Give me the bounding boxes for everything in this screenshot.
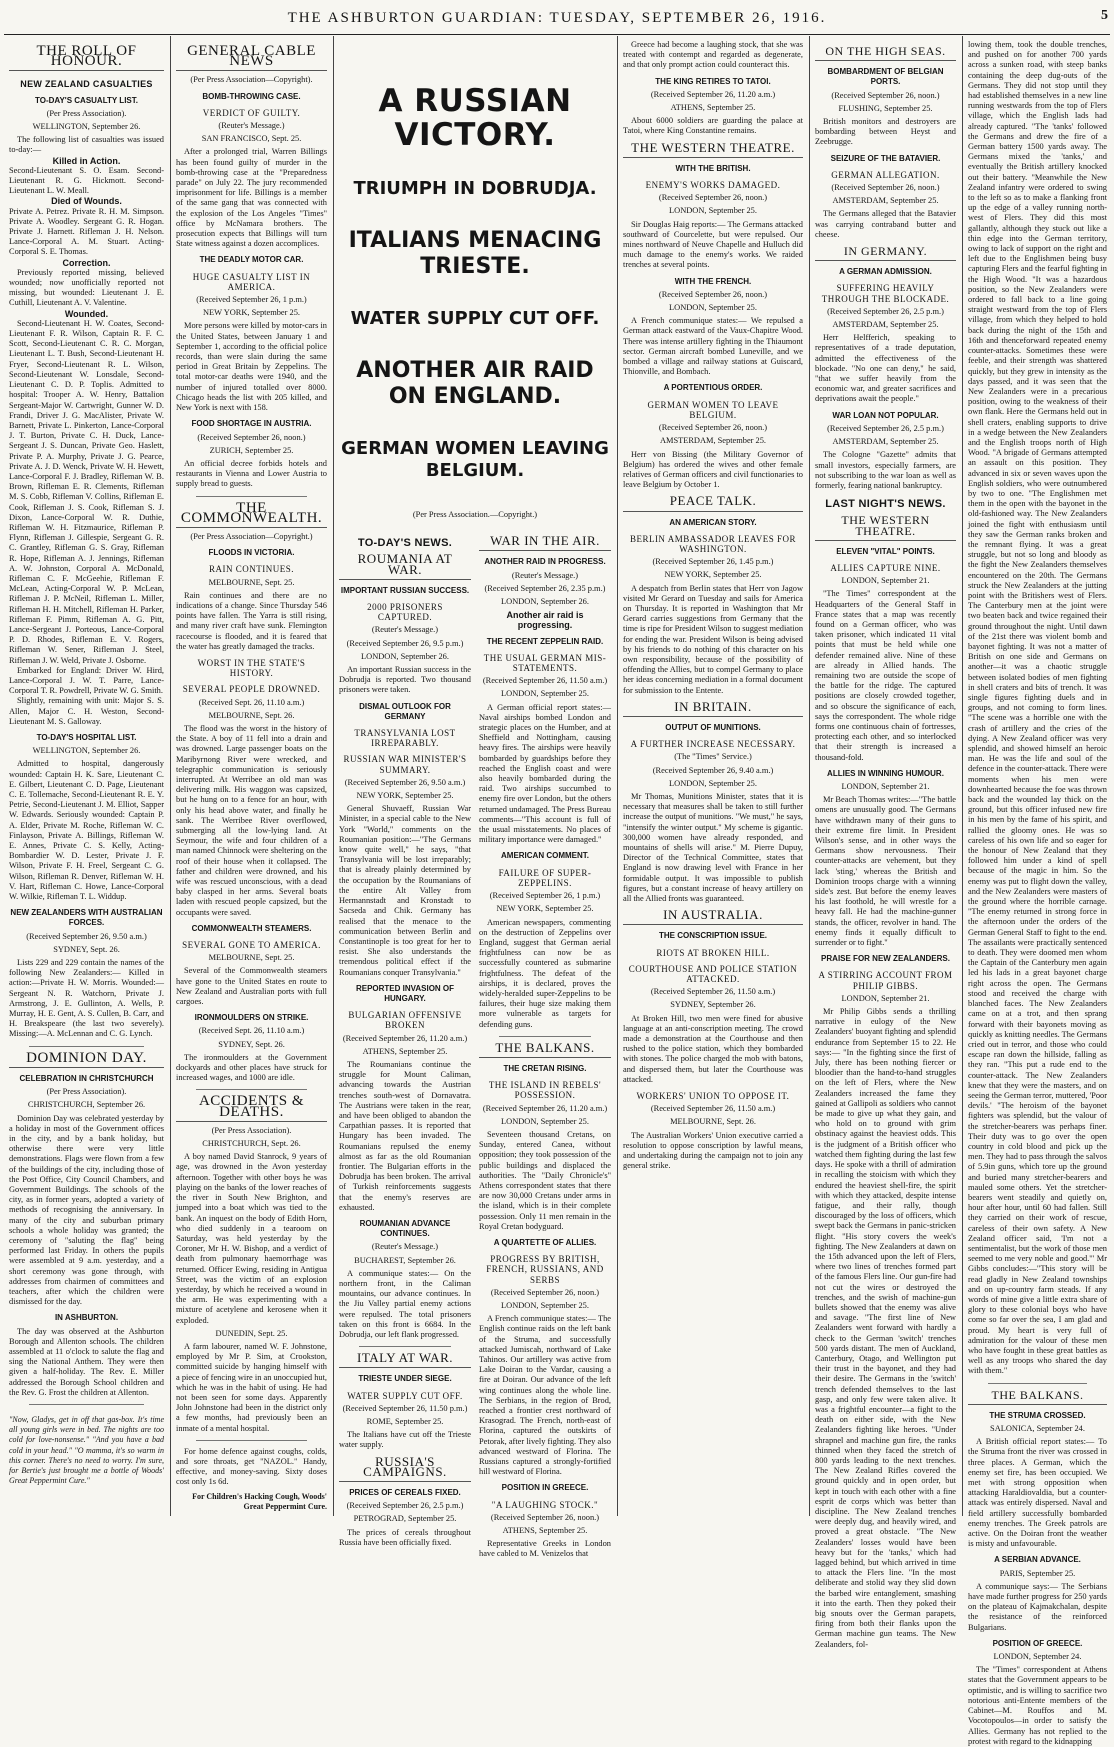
list-heading: Wounded.: [64, 308, 109, 319]
received-note: (Received September 26, 9.50 a.m.): [344, 777, 466, 787]
section-heading: THE BALKANS.: [479, 1043, 611, 1058]
article-text: Greece had become a laughing stock, that she was treated with contempt and regarded as degenerate, and that only prompt action could counteract this.: [623, 40, 803, 70]
column-continued: [963, 40, 1112, 1746]
article-text: Mr Thomas, Munitions Minister, states that it is necessary that measures shall be taken to still further increase the output of munitions. "We must," he says, "intensify the winter output." My scheme is gigantic. 300,000 women have already responded, and mountains of shells will arise." M. Pierre Dupuy, Director of the Technical Committee, states that England is now drawing level with France in her formidable output. It was impossible to publish figures, but a constant increase of heavy artillery on all the Allied fronts was guaranteed.: [623, 791, 803, 904]
article-text: The prices of cereals throughout Russia have been officially fixed.: [339, 1527, 471, 1547]
section-heading: RUSSIA'S CAMPAIGNS.: [339, 1457, 471, 1482]
page-header: [0, 6, 1114, 28]
divider: [196, 496, 307, 497]
dateline: WELLINGTON, September 26.: [32, 122, 141, 132]
article-text: A British official report states:— To the Struma front the river was crossed in three places. A German, which the enemy set fire, has been occupied. We met with strong opposition when attacking Haraldiovaldia, but a counter-attack was entirely dispersed. Naval and field artillery successfully bombarded enemy trenches. The Greek patrols are active. On the Doiran front the weather is misty and unfavourable.: [968, 1437, 1107, 1549]
article-heading: BOMBARDMENT OF BELGIAN PORTS.: [827, 67, 944, 87]
dateline: SAN FRANCISCO, Sept. 25.: [201, 134, 302, 144]
source-note: (Per Press Association).: [211, 1125, 292, 1135]
article-heading: THE CONSCRIPTION ISSUE.: [658, 931, 767, 941]
source-note: (Per Press Association—Copyright).: [190, 75, 313, 85]
section-heading: LAST NIGHT'S NEWS.: [825, 498, 946, 511]
article-text: Another air raid is progressing.: [506, 610, 584, 631]
dateline: WELLINGTON, September 26.: [32, 746, 141, 756]
article-heading: WAR LOAN NOT POPULAR.: [832, 410, 939, 420]
headline: ITALIANS MENACING TRIESTE.: [348, 228, 602, 279]
article-heading: IMPORTANT RUSSIAN SUCCESS.: [340, 585, 470, 595]
article-subheading: FAILURE OF SUPER-ZEPPELINS.: [498, 867, 592, 888]
article-heading: TRIESTE UNDER SIEGE.: [358, 1374, 452, 1384]
article-subheading: A FURTHER INCREASE NECESSARY.: [630, 739, 796, 750]
column-roll-of-honour: [4, 40, 169, 1515]
article-heading: COMMONWEALTH STEAMERS.: [191, 923, 312, 933]
column-main-news: [334, 40, 616, 1559]
article-subheading: THE USUAL GERMAN MIS-STATEMENTS.: [483, 652, 607, 674]
article-heading: TO-DAY'S HOSPITAL LIST.: [36, 733, 137, 742]
section-heading: WAR IN THE AIR.: [479, 536, 611, 551]
article-subheading: WATER SUPPLY CUT OFF.: [347, 1390, 463, 1401]
dateline: ZURICH, September 25.: [209, 445, 294, 455]
column-war-news: [618, 40, 808, 1515]
article-heading: A SERBIAN ADVANCE.: [994, 1555, 1081, 1565]
list-heading: Killed in Action.: [52, 155, 121, 166]
source-note: (Per Press Association).: [46, 1087, 127, 1097]
page-number: 5: [1101, 8, 1108, 23]
news-split: [339, 530, 611, 1559]
article-heading: WORST IN THE STATE'S HISTORY.: [197, 657, 306, 679]
article-heading: NEW ZEALANDERS WITH AUSTRALIAN FORCES.: [10, 908, 163, 928]
dateline: NEW YORK, September 25.: [356, 791, 454, 801]
article-text: Herr von Bissing (the Military Governor of Belgium) has ordered the wives and other female relatives of German officers and civil functionaries to leave Belgium by October 1.: [623, 449, 803, 490]
dateline: LONDON, September 21.: [841, 781, 930, 791]
newspaper-title: THE ASHBURTON GUARDIAN: TUESDAY, SEPTEMBER 26, 1916.: [287, 10, 827, 26]
dateline: SALONICA, September 24.: [990, 1424, 1085, 1434]
dateline: AMSTERDAM, September 25.: [832, 320, 939, 330]
section-heading: ACCIDENTS & DEATHS.: [176, 1096, 327, 1121]
dateline: NEW YORK, September 25.: [203, 308, 300, 318]
article-text: General Shuvaeff, Russian War Minister, in a special cable to the New York "World," comments on the Roumanian position:—"The Germans know quite well," he says, "that Transylvania will be lost irreparably; that is already plainly determined by the occupation by the Roumanians of the entire Alt Valley from Hermannstadt and Kronstadt to Sacseda and Chik. Germany has realised that the menace to the communication between Berlin and Constantinople is too great for her to resist. She also understands the tremendous political effect if the Roumanians conquer Transylvania.": [339, 804, 471, 977]
received-note: (Received September 26, noon.): [658, 193, 768, 203]
article-heading: THE CRETAN RISING.: [503, 1063, 587, 1073]
article-heading: THE KING RETIRES TO TATOI.: [655, 76, 771, 86]
dateline: LONDON, September 25.: [501, 1301, 589, 1310]
article-text: The Australian Workers' Union executive carried a resolution to oppose conscription by lawful means, and undertaking during the campaign not to join any general strike.: [623, 1130, 803, 1171]
article-subheading: HUGE CASUALTY LIST IN AMERICA.: [192, 271, 311, 292]
section-heading: THE BALKANS.: [968, 1390, 1107, 1405]
article-text: The ironmoulders at the Government dockyards and other places have struck for increased wages, and 1000 are idle.: [176, 1052, 327, 1083]
article-text: The following list of casualties was issued to-day:—: [9, 135, 164, 155]
dateline: BUCHAREST, September 26.: [354, 1255, 456, 1265]
article-text: lowing them, took the double trenches, and pushed on for another 700 yards across a sunken road, with steep banks containing the deep dug-outs of the Germans. They did not stop until they had established themselves in a new line running westwards from the top of Flers village, which the English lads had already captured. "The 'tanks' followed the Germans and drew the fire of a German battery 1500 yards away. The Germans mixed the 'tanks,' and eventually the British artillery knocked out their battery. "Meanwhile the New Zealand infantry were ordered to swing to the left so as to make a flanking front up the edge of a valley running north-west of Flers. They did this most gallantly, although they stuck out like a thin edge into the German territory, owing to lack of support on the right and left due to the Englishmen being busy capturing Flers and the fearful fighting in the High Wood. "It was a hazardous position, so the New Zealanders were ordered to fall back to a line going straight westward from the top of Flers village, from which they helped to hold back during the night of the 15th and 16th and thenceforward repeated enemy counter-attacks. Sometimes these were feeble, and their strength was shattered quickly, but they grew in intensity as the days passed, and it was seen that the New Zealanders were in a precarious position, owing to the weakness of their own flank. Here the Germans held out in shell craters, enabling supports to drive in a wedge between the New Zealanders and the English troops north of High Wood. "A brigade of Germans attempted an assault on this position. They advanced in six or seven waves upon the English soldiers, who were outnumbered by two to one. "The Englishmen met them in the open with the bayonet in the old-fashioned way. The New Zealanders joined the fight with enthusiasm until they saw the German ranks broken and the remnant flying. It was a great struggle, but not so long and bloody as the fight the New Zealanders themselves encountered on the 20th. The Germans struck the New Zealanders at the jutting point with the Britishers west of Flers. The Canterbury men at the joint were two beaten back and twice regained their ground throughout the night. Until dawn of the 21st there was violent bomb and bayonet fighting. It was not a matter of British on one side and Germans on another—it was a chaotic struggle between isolated bodies of men fighting in shell craters and bits of trench. It was single figures fighting duels and in groups, and not coming to form lines. "The scene was a horrible one with the crash of artillery and the cries of the dying. A New Zealand officer was very splendid, and showed himself an heroic man. He was the life and soul of the defence in the counter-attack. There were moments when his men were downhearted because the foe was thrown back and the wounded lay thick on the ground, but this officer infused new fire in his men by the fame of his spirit, and rallied the gloomy ones. He was so careless of his own life and so eager for the honour of New Zealand that they followed him under a kind of spell because of the magic in him. So the enemy was put to flight down the valley, and the New Zealanders were masters of the ground where the horrible carnage. "The enemy returned in strong force in the afternoon under the orders of the German General Staff to fight to the end. The assailants were practically sentenced to death. They were doomed men whom the Captain of the Canterbury men again led his lads in a great bayonet charge right across the open. The Germans stood and received the charge with blanched faces. The New Zealanders came on at a trot, and then sprang forward with their bayonets moving as quickly as knitting needles. The Germans cried out in terror, and those who could escape ran down the hillside, falling as they ran. "This put a rude end to the counter-attack. The New Zealanders knew that they were the masters, and on seeing the German terror, muttered, 'Poor devils.' "The heroism of the bayonet fighters was splendid, but the valour of the stretcher-bearers was perhaps finer. Their duty was to go over the open country in cold blood and pick up the men. They had to pass through the salvos of 5.9in guns, which tore up the ground and buried many stretcher-bearers and mauled some others. Yet the stretcher-bearers went steadily and quietly on, hour after hour, until 60 had fallen. Still they carried on their work of rescue, careless of their own safety. A New Zealand officer said, 'I'm not a sentimentalist, but the work of those men seemed to me very noble and good.'" Mr Gibbs concludes:—"This story will be read gladly in New Zealand townships and on up-country farm steads. If any words of mine give a little extra share of glory to these colonial boys who have come so far over the sea, I am glad and proud. My heart is very full of admiration for the valour of these men who have fought in these great battles as well as any troops who shared the day with them.": [968, 40, 1107, 1376]
dateline: PETROGRAD, September 25.: [353, 1514, 457, 1524]
dateline: LONDON, September 25.: [669, 206, 757, 216]
source-note: (Per Press Association).: [46, 108, 127, 118]
article-subheading: BULGARIAN OFFENSIVE BROKEN: [348, 1010, 462, 1031]
article-subheading: RAIN CONTINUES.: [209, 564, 294, 575]
article-heading: THE STRUMA CROSSED.: [989, 1410, 1086, 1420]
article-subheading: SUFFERING HEAVILY THROUGH THE BLOCKADE.: [821, 283, 950, 304]
dateline: LONDON, September 24.: [993, 1652, 1082, 1662]
dateline: ROME, September 25.: [366, 1417, 444, 1427]
article-text: Sir Douglas Haig reports:— The Germans attacked southward of Courcelette, but were repulsed. Our mines northward of Neuve Chapelle and Hulluch did much damage to the enemy's works. We raided trenches at several points.: [623, 219, 803, 270]
article-heading: IRONMOULDERS ON STRIKE.: [194, 1013, 309, 1023]
received-note: (Received September 26, 11.50 p.m.): [342, 1403, 468, 1413]
article-text: A French communique states:— We repulsed a German attack eastward of the Vaux-Chapitre Wood. There was intense artillery fighting in the Thiaumont sector. German aircraft bombed Luneville, and we bombed a village and railway stations at Guiscard, Thionville, and Bombach.: [623, 316, 803, 377]
article-heading: A QUARTETTE OF ALLIES.: [493, 1237, 597, 1247]
article-subheading: "A LAUGHING STOCK.": [491, 1499, 599, 1510]
dateline: NEW YORK, September 25.: [496, 904, 594, 914]
article-heading: ROUMANIAN ADVANCE CONTINUES.: [359, 1218, 451, 1239]
dateline: AMSTERDAM, September 25.: [832, 437, 939, 447]
article-heading: POSITION OF GREECE.: [992, 1638, 1083, 1648]
dateline: NEW YORK, September 25.: [664, 570, 762, 580]
source-note: (Per Press Association—Copyright.): [190, 531, 313, 541]
received-note: (Received September 26, noon.): [490, 1512, 600, 1522]
advertisement: For Children's Hacking Cough, Woods' Great Peppermint Cure.: [192, 1491, 327, 1511]
section-heading: GENERAL CABLE NEWS: [176, 46, 327, 71]
article-subheading: GERMAN ALLEGATION.: [831, 169, 940, 180]
article-heading: BOMB-THROWING CASE.: [202, 91, 301, 101]
article-heading: NEW ZEALAND CASUALTIES: [20, 79, 153, 90]
dateline: LONDON, September 26.: [501, 597, 589, 607]
article-heading: ALLIES IN WINNING HUMOUR.: [827, 768, 944, 778]
received-note: (Received Sept. 26, 11.10 a.m.): [198, 1026, 305, 1036]
article-heading: PRICES OF CEREALS FIXED.: [349, 1488, 461, 1498]
received-note: (Received September 26, 2.5 p.m.): [827, 306, 944, 316]
received-note: (Received September 26, noon.): [831, 90, 940, 100]
section-heading: PEACE TALK.: [623, 496, 803, 511]
section-heading: IN AUSTRALIA.: [623, 910, 803, 925]
article-text: Several of the Commonwealth steamers have gone to the United States en route to New Zealand and Australian ports with full cargoes.: [176, 966, 327, 1007]
source-note: (Reuter's Message.): [218, 121, 285, 131]
source-note: (Reuter's Message.): [371, 625, 439, 635]
received-note: (Received September 26, noon.): [831, 183, 940, 193]
headline: GERMAN WOMEN LEAVING BELGIUM.: [341, 438, 609, 481]
divider: [196, 1089, 307, 1090]
article-subheading: RUSSIAN WAR MINISTER'S SUMMARY.: [343, 754, 467, 775]
advertisement: "Now, Gladys, get in off that gas-box. It's time all young girls were in bed. The nights are too cold for love-nonsense." "And you have a bad cold in your head." "O mamma, it's so warm in this corner. There's no need to worry. I'm sure, for Bertie's just brought me a bottle of Woods' Great Peppermint Cure.": [9, 1414, 164, 1486]
article-heading: POSITION IN GREECE.: [501, 1483, 589, 1493]
source-note: (The "Times" Service.): [674, 752, 752, 762]
article-text: A German official report states:— Naval airships bombed London and strategic places on the Humber, and at Sheffield and Nottingham, causing heavy fires. The airships were heavily bombarded by guardships before they reached the English coast and were also heavily bombarded during the raid. Two airships succumbed to enemy fire over London, but the others returned undamaged. The Press Bureau comments—"This account is full of the usual misstatements. No places of military importance were damaged.": [479, 702, 611, 845]
dateline: SYDNEY, September 26.: [670, 1000, 756, 1010]
article-subheading: GERMAN WOMEN TO LEAVE BELGIUM.: [647, 399, 779, 420]
received-note: (Received September 26, 11.50 a.m.): [650, 1104, 776, 1114]
article-subheading: RIOTS AT BROKEN HILL.: [656, 947, 770, 958]
source-note: (Reuter's Message.): [371, 1242, 439, 1252]
article-text: A farm labourer, named W. F. Johnstone, employed by Mr P. Sim, at Crookston, committed suicide by hanging himself with a piece of fencing wire in an unoccupied hut, which he was in the habit of using. He had not been seen for some days. Apparently John Johnstone had been in the district only a few months, had previously been an inmate of a mental hospital.: [176, 1341, 327, 1433]
article-text: More persons were killed by motor-cars in the United States, between January 1 and September 1, according to the official police records, than were slain during the same period in Great Britain by Zeppelins. The total motor-car deaths were 1940, and the number of injured totalled over 8000. Chicago heads the list with 205 killed, and New York is next with 158.: [176, 321, 327, 413]
section-heading: THE WESTERN THEATRE.: [815, 515, 956, 540]
article-text: An official decree forbids hotels and restaurants in Vienna and Lower Austria to supply bread to guests.: [176, 458, 327, 489]
received-note: (Received September 26, noon.): [197, 432, 306, 442]
dateline: MELBOURNE, Sept. 26.: [208, 710, 295, 720]
dateline: DUNEDIN, Sept. 25.: [215, 1328, 288, 1338]
casualty-list: Private A. Petrez. Private R. H. M. Simpson. Private A. Woodley. Sergeant G. R. Hogan. Private J. Harnett. Rifleman J. H. Nelson. Lance-Corporal A. M. Stuart. Acting-Corporal S. E. Thomas.: [9, 206, 164, 257]
article-text: "The Times" correspondent at the Headquarters of the General Staff in France states that a map was recently found on a German officer, who was taken prisoner, which indicated 11 vital points that must be held while one defender remained alive. Nine of these are already in Allied hands. The remaining two are outside the scope of the battle for the ridge. The captured positions are closely crowded together, and so obscure the significance of each, says the correspondent. The whole ridge forms one continuous chain of fortresses, protecting each other, and so interlocked that their strength is increased a thousand-fold.: [815, 589, 956, 762]
headline: ANOTHER AIR RAID ON ENGLAND.: [356, 358, 594, 409]
article-text: The Italians have cut off the Trieste water supply.: [339, 1430, 471, 1450]
received-note: (Received September 26, 1.45 p.m.): [652, 557, 774, 567]
dateline: LONDON, September 26.: [361, 651, 449, 661]
main-headline: A RUSSIAN VICTORY.: [378, 83, 572, 153]
casualty-list: Slightly, remaining with unit: Major S. S. Allen, Major C. H. Weston, Second-Lieutenant M. S. Galloway.: [9, 696, 164, 726]
section-heading: ROUMANIA AT WAR.: [339, 554, 471, 579]
received-note: (Received September 26, 9.50 a.m.): [26, 931, 147, 941]
article-heading: WITH THE BRITISH.: [675, 163, 751, 173]
article-heading: ELEVEN "VITAL" POINTS.: [836, 546, 935, 556]
received-note: (Received September 26, noon.): [490, 1287, 600, 1297]
article-subheading: TRANSYLVANIA LOST IRREPARABLY.: [354, 728, 456, 749]
article-text: Rain continues and there are no indications of a change. Since Thursday 546 points have fallen. The Yarra is still rising, and many river craft have sunk. Flemington racecourse is flooded, and it is feared that the water has greatly damaged the tracks.: [176, 590, 327, 651]
article-text: The flood was the worst in the history of the State. A boy of 11 fell into a drain and was drowned. Large passenger boats on the Maribyrnong River were wrecked, and telegraphic communication is seriously interrupted. At Werribee an old man was delivering milk. His waggon was capsized, but he hung on to a fence for an hour, with only his head above water, and finally he sank. The Werribee River overflowed, submerging all the low-lying land. At Seymour, the wife and four children of a man named Chinnock were sheltering on the roof of their house when it collapsed. The father and children were drowned, and his wife was rescued unconscious, with a dead baby clasped in her arms. Several boats laden with rescued people capsized, but the occupants were saved.: [176, 723, 327, 917]
article-subheading: TO-DAY'S CASUALTY LIST.: [35, 95, 138, 105]
column-high-seas: [810, 40, 961, 1649]
section-heading: IN GERMANY.: [815, 246, 956, 261]
dateline: LONDON, September 25.: [669, 778, 757, 788]
article-text: Mr Beach Thomas writes:—"The battle omens are unusually good. The Germans have withdrawn many of their guns to their extreme fire limit. In President Wilson's sense, and in other ways the Germans show nervousness. Their counter-attacks are vehement, but they lack 'sting,' whereas the British and Dominion troops charge with a winning side's zest. But before the enemy leaves his last foothold, he will wrestle for a heavy fall. He had the machine-gunner stands, the officer, revolver in hand. The enemy finds it equally difficult to surrender or to fight.": [815, 795, 956, 948]
received-note: (Received September 26, 11.20 a.m.): [482, 1103, 608, 1113]
headline: WATER SUPPLY CUT OFF.: [350, 308, 600, 329]
divider: [988, 1383, 1087, 1384]
dateline: MELBOURNE, Sept. 25.: [208, 953, 295, 963]
section-heading: THE COMMONWEALTH.: [176, 503, 327, 528]
received-note: (Received September 26, 11.20 a.m.): [650, 89, 776, 99]
dateline: LONDON, September 25.: [669, 303, 757, 313]
article-subheading: 2000 PRISONERS CAPTURED.: [367, 602, 443, 623]
article-subheading: ALLIES CAPTURE NINE.: [830, 562, 941, 573]
article-text: A communique states:— On the northern front, in the Caliman mountains, our advance continues. In the Jiu Valley partial enemy actions were repulsed. The total prisoners taken on this front is 6684. In the Dobrudja, our left flank progressed.: [339, 1268, 471, 1340]
received-note: (Received September 26, 11.20 a.m.): [342, 1033, 468, 1043]
casualty-list: Second-Lieutenant S. O. Esam. Second-Lieutenant R. G. Hickmott. Second-Lieutenant L. W. Meall.: [9, 165, 164, 196]
article-heading: PRAISE FOR NEW ZEALANDERS.: [821, 954, 950, 964]
divider: [499, 1036, 591, 1037]
dateline: LONDON, September 25.: [501, 689, 589, 699]
dateline: LONDON, September 21.: [841, 993, 930, 1003]
dateline: AMSTERDAM, September 25.: [659, 436, 767, 446]
dateline: LONDON, September 21.: [841, 576, 930, 586]
article-subheading: A STIRRING ACCOUNT FROM PHILIP GIBBS.: [818, 970, 953, 991]
article-subheading: BERLIN AMBASSADOR LEAVES FOR WASHINGTON.: [629, 533, 797, 554]
article-text: The Roumanians continue the struggle for Mount Caliman, advancing towards the Austrian trenches south-west of Dornavatra. The Austrians were taken in the rear, and have been obliged to abandon the Carpathian passes. It is reported that Hungary has been invaded. The Roumanians repulsed the enemy almost as far as the old Roumanian frontier. The Bulgarian efforts in the Dobrudja has been broken. The arrival of Turkish reinforcements suggests that the enemy's reserves are exhausted.: [339, 1059, 471, 1212]
received-note: (Received September 26, noon.): [658, 423, 768, 433]
article-subheading: THE ISLAND IN REBELS' POSSESSION.: [488, 1080, 602, 1101]
article-heading: CELEBRATION IN CHRISTCHURCH: [19, 1073, 154, 1083]
article-heading: A PORTENTIOUS ORDER.: [663, 383, 763, 393]
advertisement: For home defence against coughs, colds, and sore throats, get "NAZOL." Handy, effective, and money-saving. Sixty doses cost only 1s 6d.: [176, 1446, 327, 1487]
source-note: (Reuter's Message.): [511, 570, 579, 580]
section-heading: IN BRITAIN.: [623, 702, 803, 717]
received-note: (Received September 26, 2.5 p.m.): [346, 1501, 464, 1511]
article-heading: ANOTHER RAID IN PROGRESS.: [484, 557, 606, 567]
received-note: (Received September 26, 1 p.m.): [196, 295, 307, 305]
divider: [29, 1046, 144, 1047]
article-text: The Germans alleged that the Batavier was carrying contraband butter and cheese.: [815, 209, 956, 239]
dateline: ATHENS, September 25.: [670, 103, 756, 113]
dateline: LONDON, September 25.: [501, 1116, 589, 1126]
article-text: Representative Greeks in London have cabled to M. Venizelos that: [479, 1539, 611, 1559]
list-heading: Correction.: [62, 257, 111, 268]
article-text: The Cologne "Gazette" admits that small investors, especially farmers, are not subscribing to the war loan as well as formerly, fearing national bankruptcy.: [815, 450, 956, 490]
dateline: SYDNEY, Sept. 26.: [53, 944, 120, 954]
article-heading: OUTPUT OF MUNITIONS.: [665, 722, 761, 732]
news-right: [479, 530, 611, 1559]
dateline: FLUSHING, September 25.: [838, 103, 933, 113]
received-note: (Received September 26, 2.5 p.m.): [827, 423, 944, 433]
article-text: At Broken Hill, two men were fined for abusive language at an anti-conscription meeting. The crowd made a demonstration at the Courthouse and then rushed to the police station, which they bombarded with stones. The police charged the mob with batons, and dispersed them, but later the Courthouse was attacked.: [623, 1013, 803, 1084]
article-text: Dominion Day was celebrated yesterday by a holiday in most of the Government offices in the city, and by a bank holiday, but otherwise there were very little demonstrations. Flags were flown from a few of the buildings of the city, including those of the Post Office, City Council Chambers, and Government Buildings. The schools of the city, as in former years, adopted a variety of methods of recognising the anniversary. In many of the city and suburban primary schools a whole holiday was granted; the ceremony of "saluting the flag" being performed last Friday. In others the pupils were assembled at 9 a.m. yesterday, and a short ceremony was gone through, with addresses from chairmen of committees and teachers, after which the children were dismissed for the day.: [9, 1113, 164, 1307]
dateline: MELBOURNE, Sept. 26.: [670, 1117, 756, 1127]
article-text: American newspapers, commenting on the destruction of Zeppelins over England, suggest that German aerial frightfulness can now be as successfully countered as submarine frightfulness. The defeat of the airships, it is declared, proves the widely-heralded super-Zeppelins to be failures, their huge size making them more vulnerable as targets for defending guns.: [479, 917, 611, 1029]
article-heading: REPORTED INVASION OF HUNGARY.: [355, 983, 455, 1003]
article-text: An important Russian success in the Dobrudja is reported. Two thousand prisoners were taken.: [339, 665, 471, 695]
casualty-list: Embarked for England: Driver W. Hird, Lance-Corporal J. W. T. Parre, Lance-Corporal T. R. Powdrell, Private W. G. Smith.: [9, 665, 164, 696]
divider: [196, 1440, 307, 1441]
casualty-list: Previously reported missing, believed wounded; now unofficially reported not missing, but wounded: Lieutenant J. E. Cuthill, Lieutenant A. V. Valentine.: [9, 267, 164, 308]
article-text: Herr Helfferich, speaking to representatives of a trade deputation, admitted the effectiveness of the blockade. "No one can deny," he said, "that we suffer heavily from the economic war, and greater sacrifices and deprivations await the people.": [815, 333, 956, 404]
list-heading: Died of Wounds.: [51, 196, 122, 207]
article-text: The "Times" correspondent at Athens states that the Government appears to be optimistic, and is willing to sacrifice two notorious anti-Entente members of the Cabinet—M. Rouffos and M. Vocotopoulos—in order to satisfy the Allies. Germany has not replied to the protest with regard to the kidnapping: [968, 1665, 1107, 1746]
news-left: [339, 530, 471, 1559]
article-text: About 6000 soldiers are guarding the palace at Tatoi, where King Constantine remains.: [623, 116, 803, 136]
article-text: A communique says:— The Serbians have made further progress for 250 yards on the plateau of Kajmakchalan, despite the resistance of the reinforced Bulgarians.: [968, 1581, 1107, 1632]
article-heading: WITH THE FRENCH.: [674, 276, 752, 286]
article-heading: SEIZURE OF THE BATAVIER.: [830, 153, 941, 163]
article-text: A despatch from Berlin states that Herr von Jagow visited Mr Gerard on Tuesday and sails for America on Thursday. It is reported in Washington that Mr Gerard carries suggestions from Germany that the time is ripe for President Wilson to suggest mediation for ending the war. President Wilson is being advised by his friends to do nothing of this character on his own responsibility, because of the possibility of offending the Allies, but to compel Germany to place her ideas concerning mediation in a formal document for submission to the Entente.: [623, 583, 804, 695]
divider: [359, 1346, 451, 1347]
article-subheading: COURTHOUSE AND POLICE STATION ATTACKED.: [628, 963, 798, 985]
dateline: CHRISTCHURCH, Sept. 26.: [202, 1139, 301, 1149]
article-heading: A GERMAN ADMISSION.: [839, 267, 932, 277]
article-heading: AMERICAN COMMENT.: [501, 851, 589, 861]
dateline: CHRISTCHURCH, September 26.: [27, 1100, 146, 1110]
article-heading: IN ASHBURTON.: [54, 1313, 119, 1323]
dateline: ATHENS, September 25.: [502, 1526, 588, 1536]
section-heading: ITALY AT WAR.: [339, 1353, 471, 1368]
article-text: After a prolonged trial, Warren Billings has been found guilty of murder in the bomb-throwing case at the "Preparedness parade" on July 22. The jury recommended imprisonment for life. Billings is a member of the same gang that was connected with the explosion of the Los Angeles "Times" office by McNamara brothers. The prosecution expects that Billings will turn State witness against a dozen accomplices.: [176, 147, 327, 249]
column-cable-news: [171, 40, 332, 1515]
section-heading: TO-DAY'S NEWS.: [357, 537, 453, 550]
section-heading: DOMINION DAY.: [9, 1053, 164, 1068]
article-text: Admitted to hospital, dangerously wounded: Captain H. K. Sare, Lieutenant C. E. Gilbert, Lieutenant C. D. Page, Lieutenant C. E. Tollemache, Second-Lieutenant R. E. Y. Petrie, Second-Lieutenant J. M. Elliot, Sapper W. Edwards. Seriously wounded: Captain P. A. Elder, Private M. Roche, Rifleman W. C. Finlayson, Private A. Billings, Rifleman W. E. Annes, Private C. S. Kelly, Acting-Bombardier W. D. Lester, Private J. F. Wilson, Private F. H. Freel, Sergeant C. G. Wilson, Rifleman R. Denver, Rifleman W. H. V. Hart, Rifleman C. Howe, Lance-Corporal W. Wilkie, Rifleman T. L. Widdup.: [9, 759, 164, 902]
article-text: British monitors and destroyers are bombarding between Heyst and Zeebrugge.: [815, 117, 956, 147]
article-text: Mr Philip Gibbs sends a thrilling narrative in eulogy of the New Zealanders' buoyant fighting and splendid endurance from September 15 to 22. He says:— "In the fighting since the first of July, there has been nothing fiercer or bloodier than the hand-to-hand struggles on the left of Flers, where the New Zealanders increased the fame they gained at Gallipoli as soldiers who cannot be made to give up what they gain, and who hold on to ground with grim obstinacy against the heaviest odds. This is the judgment of a British officer who watched them fighting during the last few days. He spoke with a thrill of admiration in recalling the stoicism with which they endured the heaviest shell-fire, the spirit with which they attacked, despite intense fatigue, and their rally, though discouraged by the loss of officers, which swept back the Germans in panic-stricken flight. "His story covers the week's fighting. The New Zealanders at dawn on the 15th advanced upon the left of Flers, where two lines of trenches formed part of the famous Flers line. Our gun-fire had not cut the wires or destroyed the trenches, and the swish of machine-gun bullets showed that the enemy was alive and savage. "The first line of New Zealanders went forward with hardly a check to the German 'switch' trenches 500 yards distant. The men of Auckland, Canterbury, Otago, and Wellington put their trust in the bayonet, and they had their desire. The Germans in the 'switch' trench defended themselves to the last gasp, and only few were taken alive. It was a frightful encounter—a fight to the death on either side, with the New Zealanders fighting like heroes. "Under shrapnel and machine gun fire, the ranks thinned when they faced the stretch of 800 yards leading to the next trenches. The New Zealand Rifles covered the ground quickly and in open order, but kept in touch with each other with a fine esprit de corps which was better than discipline. The New Zealand trenches were deeply dug, and heavily wired, and proved a great obstacle. "The New Zealanders' losses would have been heavy but for the 'tanks,' which had lagged behind, but which arrived in time to attack the Flers line. "In the most deliberate and stolid way they slid down the barbed wire entanglement, smashing it into the earth. Then they poked their big snouts over the German parapets, firing from both their flanks upon the German machine gun teams. The New Zealanders, fol-: [815, 1007, 956, 1649]
article-subheading: SEVERAL PEOPLE DROWNED.: [182, 684, 321, 695]
section-heading: THE WESTERN THEATRE.: [623, 143, 803, 158]
received-note: (Received September 26, 11.50 a.m.): [482, 676, 608, 686]
section-heading: ON THE HIGH SEAS.: [815, 46, 956, 61]
received-note: (Received Sept. 26, 11.10 a.m.): [198, 697, 305, 707]
dateline: SYDNEY, Sept. 26.: [218, 1039, 285, 1049]
dateline: AMSTERDAM, September 25.: [832, 196, 939, 206]
casualty-list: Second-Lieutenant H. W. Coates, Second-Lieutenant F. R. Wilson, Captain R. F. C. Scott, Second-Lieutenant C. R. C. Morgan, Lieutenant L. T. Bush, Second-Lieutenant H. Fryer, Second-Lieutenant R. L. Wilson, Second-Lieutenant W. Lonsdale, Second-Lieutenant C. D. P. Toplis. Admitted to hospital: Trooper A. W. Henry, Battalion Sergeant-Major W. Cartwright, Gunner W. D. Frandi, Driver J. G. MacAlister, Private W. Barnett, Private L. Pinkerton, Lance-Corporal J. T. Burton, Private C. H. Duck, Lance-Sergeant J. S. Duncan, Private Geo. Haslett, Private P. A. Murphy, Private J. G. Pearce, Private A. J. D. Wenck, Private W. H. Hewett, Lance-Corporal F. J. Bradley, Rifleman W. B. Brown, Rifleman E. R. Clements, Rifleman M. S. Cobb, Rifleman V. Collins, Rifleman E. Cook, Rifleman J. S. Cook, Rifleman S. J. Dixon, Lance-Corporal W. R. Duthie, Rifleman W. H. Fitzmaurice, Rifleman P. Flynn, Rifleman J. Gillespie, Sergeant G. R. C. Grantley, Rifleman G. S. Gray, Rifleman R. Hope, Rifleman A. J. Jennings, Rifleman A. W. Johnston, Corporal A. McDonald, Rifleman C. F. McGeehie, Rifleman F. McLean, Acting-Corporal W. P. McLean, Rifleman J. P. McNeil, Rifleman L. Miller, Rifleman H. H. Mitchell, Rifleman H. Parker, Rifleman F. Pimm, Rifleman A. G. Pitt, Lance-Sergeant J. Porteous, Lance-Corporal P. D. Rhodes, Rifleman E. V. Rogers, Rifleman W. Sener, Rifleman J. Steel, Rifleman J. W. Weld, Private J. Osborne.: [9, 318, 164, 665]
received-note: (Received September 26, 1 p.m.): [489, 891, 601, 901]
article-text: Lists 229 and 229 contain the names of the following New Zealanders:— Killed in action:—Private H. W. Morris. Wounded:—Sergeant N. R. Watchorn, Private J. Armstrong, J. E. Gullinton, A. Wells, P. Murray, H. E. Gent, A. S. Cullen, B. Carr, and H. Breakspeare (the last two severely). Missing:—A. McLennan and C. G. Lynch.: [9, 958, 164, 1039]
header-rule: [4, 34, 1110, 35]
divider: [29, 1404, 144, 1405]
source-note: (Per Press Association.—Copyright.): [412, 510, 538, 519]
headline: TRIUMPH IN DOBRUDJA.: [353, 178, 597, 199]
article-heading: WORKERS' UNION TO OPPOSE IT.: [636, 1091, 790, 1102]
section-heading: THE ROLL OF HONOUR.: [9, 46, 164, 71]
article-heading: FLOODS IN VICTORIA.: [208, 548, 295, 558]
received-note: (Received September 26, noon.): [658, 289, 768, 299]
dateline: ATHENS, September 25.: [362, 1046, 448, 1056]
article-text: The day was observed at the Ashburton Borough and Allenton schools. The children assembled at 11 o'clock to salute the flag and sing the National Anthem. They were then given a half-holiday. The Rev. E. Miller addressed the Borough School children and the Rev. G. Frost the children at Allenton.: [9, 1326, 164, 1397]
received-note: (Received September 26, 2.35 p.m.): [484, 583, 606, 593]
article-heading: AN AMERICAN STORY.: [669, 517, 757, 527]
article-subheading: PROGRESS BY BRITISH, FRENCH, RUSSIANS, AND SERBS: [486, 1254, 604, 1285]
article-text: A boy named David Stanrock, 9 years of age, was drowned in the Avon yesterday afternoon. Together with other boys he was playing on the banks of the lower reaches of the river in South New Brighton, and jumped into a boat which was tied to the bank. An inquest on the body of Edith Horn, who died suddenly in a tearoom on Saturday, was held yesterday by the Coroner, Mr H. W. Bishop, and a verdict of death from pulmonary haemorrhage was returned. Officer Ewing, residing in Antigua Street, was the victim of an explosion yesterday, by which he received a wound in the arm. He was experimenting with a mixture of acetylene and kerosene when it exploded.: [176, 1152, 327, 1325]
article-text: A French communique states:— The English continue raids on the left bank of the Struma, and successfully attacked Jumiscah, northward of Lake Tahinos. Our artillery was active from Lake Doiran to the Vardar, causing a fire at Doiran. Our advance of the left wing continues along the whole line. The Serbians, in the region of Brod, reached a frontier crest northward of Krasograd. The French, north-east of Florina, captured the outskirts of Petorak, after lively fighting. They also advanced westward of Florina. The Russians captured a strongly-fortified hill westward of Florina.: [479, 1314, 611, 1477]
article-heading: FOOD SHORTAGE IN AUSTRIA.: [191, 419, 312, 429]
received-note: (Received September 26, 11.50 a.m.): [650, 987, 776, 997]
article-subheading: VERDICT OF GUILTY.: [202, 107, 301, 118]
article-subheading: SEVERAL GONE TO AMERICA.: [182, 940, 321, 951]
article-text: Seventeen thousand Cretans, on Sunday, entered Canea, without opposition; they took possession of the public buildings and displaced the authorities. The "Daily Chronicle's" Athens correspondent states that there are now 30,000 Cretans under arms in the island, which is in their complete possession. Only 11 men remain in the Royal Cretan bodyguard.: [479, 1129, 611, 1231]
received-note: (Received September 26, 9.40 a.m.): [652, 765, 774, 775]
dateline: MELBOURNE, Sept. 25.: [208, 577, 295, 587]
received-note: (Received September 26, 9.5 p.m.): [346, 638, 464, 648]
article-heading: THE RECENT ZEPPELIN RAID.: [486, 636, 604, 646]
article-heading: THE DEADLY MOTOR CAR.: [199, 255, 304, 265]
article-heading: DISMAL OUTLOOK FOR GERMANY: [359, 701, 451, 721]
dateline: PARIS, September 25.: [999, 1568, 1076, 1578]
article-subheading: ENEMY'S WORKS DAMAGED.: [645, 180, 781, 191]
